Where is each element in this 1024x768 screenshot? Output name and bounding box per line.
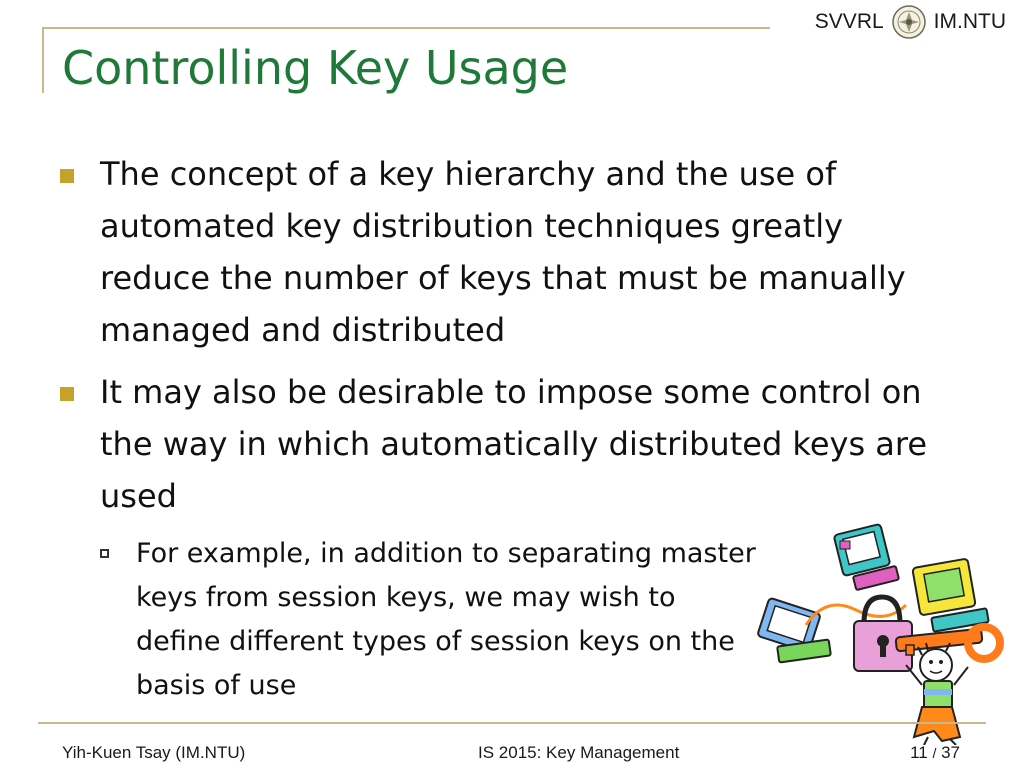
yellow-computer-icon bbox=[912, 559, 989, 632]
university-seal-icon bbox=[892, 5, 926, 39]
page-current: 11 bbox=[910, 743, 928, 762]
square-bullet-icon bbox=[60, 169, 74, 183]
header-brand bbox=[815, 4, 1006, 40]
title-accent-rule bbox=[42, 27, 44, 93]
blue-laptop-icon bbox=[757, 598, 831, 663]
footer-author: Yih-Kuen Tsay (IM.NTU) bbox=[62, 743, 246, 762]
bullet-text: The concept of a key hierarchy and the use of automated key distribution techniques greatly reduce the number of keys that must be manually managed and distributed bbox=[100, 155, 906, 349]
footer-course: IS 2015: Key Management bbox=[478, 743, 680, 762]
bullet-item bbox=[60, 148, 960, 356]
header-rule bbox=[42, 27, 770, 29]
department-name: IM.NTU bbox=[933, 10, 1006, 33]
lab-name: SVVRL bbox=[814, 10, 884, 33]
square-bullet-icon bbox=[60, 387, 74, 401]
footer-rule bbox=[38, 722, 986, 724]
page-total: 37 bbox=[941, 743, 960, 762]
network-keys-clipart-icon bbox=[756, 515, 1006, 745]
bullet-item bbox=[60, 366, 960, 522]
person-icon bbox=[906, 643, 968, 745]
teal-computer-icon bbox=[834, 524, 899, 590]
bullet-text: It may also be desirable to impose some control on the way in which automatically distributed keys are used bbox=[100, 373, 928, 515]
hollow-square-bullet-icon bbox=[100, 549, 109, 558]
page-number bbox=[910, 743, 960, 763]
page-separator: / bbox=[932, 745, 937, 761]
sub-bullet-text: For example, in addition to separating master keys from session keys, we may wish to define different types of session keys on the basis of use bbox=[136, 538, 756, 701]
slide-title: Controlling Key Usage bbox=[62, 41, 569, 95]
sub-bullet-item bbox=[100, 532, 756, 708]
